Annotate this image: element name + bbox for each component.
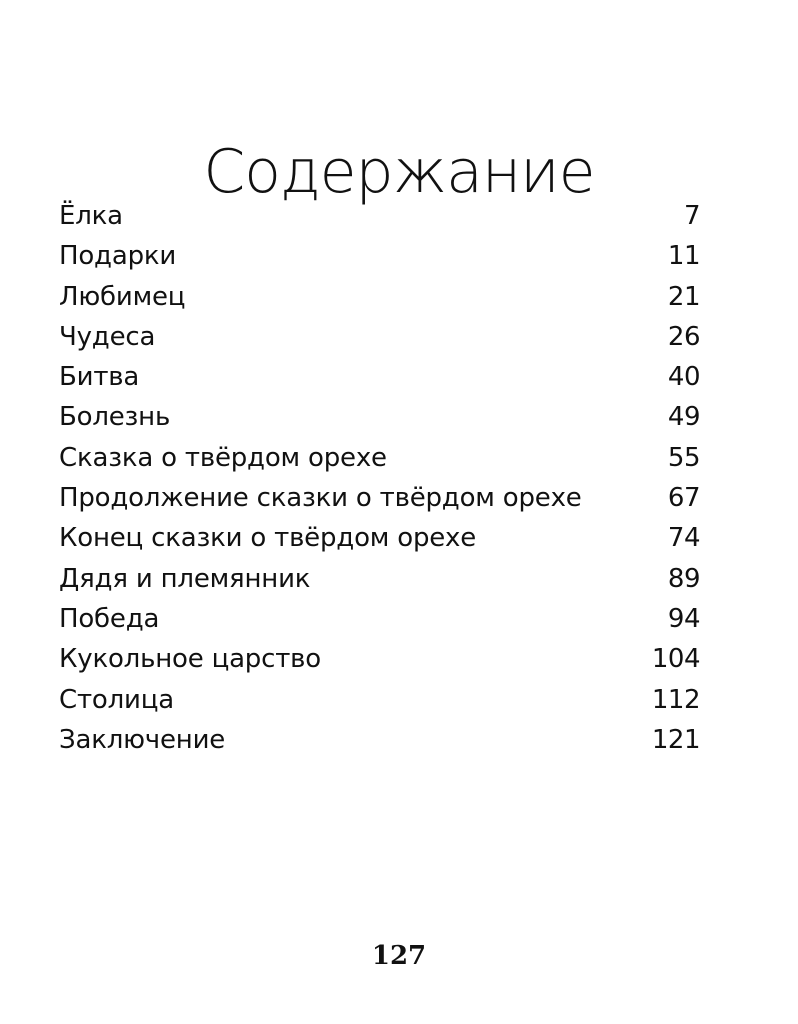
toc-entry-title: Дядя и племянник (59, 563, 311, 594)
toc-entry-page: 11 (667, 241, 700, 272)
toc-entry-page: 40 (667, 362, 700, 393)
toc-entry-page: 89 (667, 563, 700, 594)
toc-entry[interactable] (59, 478, 700, 518)
page-number: 127 (371, 941, 427, 971)
toc-entry-page: 104 (651, 644, 700, 675)
toc-entry[interactable] (59, 639, 700, 679)
toc-entry[interactable] (59, 438, 700, 478)
toc-entry-title: Битва (59, 362, 140, 393)
toc-entry[interactable] (59, 599, 700, 639)
toc-entry-page: 21 (667, 281, 700, 312)
toc-entry[interactable] (59, 277, 700, 317)
toc-entry[interactable] (59, 680, 700, 720)
toc-entry-title: Болезнь (59, 402, 171, 433)
toc-entry-title: Подарки (59, 241, 177, 272)
toc-entry-title: Любимец (59, 281, 186, 312)
toc-entry-page: 49 (667, 402, 700, 433)
toc-entry-page: 67 (667, 483, 700, 514)
toc-entry[interactable] (59, 720, 700, 760)
toc-entry-title: Заключение (59, 724, 226, 755)
toc-entry-page: 55 (667, 442, 700, 473)
toc-entry-title: Продолжение сказки о твёрдом орехе (59, 483, 582, 514)
toc-entry-page: 7 (683, 201, 700, 231)
toc-entry-title: Конец сказки о твёрдом орехе (59, 523, 477, 554)
toc-entry[interactable] (59, 518, 700, 558)
toc-entry-title: Столица (59, 684, 174, 715)
toc-entry[interactable] (59, 559, 700, 599)
toc-entry-title: Чудеса (59, 321, 156, 352)
toc-entry-title: Кукольное царство (59, 644, 321, 675)
toc-entry-page: 94 (667, 603, 700, 634)
toc-entry-title: Победа (59, 603, 160, 634)
toc-entry-title: Ёлка (59, 201, 123, 231)
toc-entry[interactable] (59, 236, 700, 276)
table-of-contents (59, 196, 700, 760)
toc-entry-page: 74 (667, 523, 700, 554)
toc-entry-page: 121 (651, 724, 700, 755)
toc-entry[interactable] (59, 397, 700, 437)
toc-entry-title: Сказка о твёрдом орехе (59, 442, 387, 473)
page-title: Содержание (203, 137, 595, 208)
toc-entry[interactable] (59, 357, 700, 397)
toc-entry[interactable] (59, 317, 700, 357)
toc-entry-page: 26 (667, 321, 700, 352)
toc-entry[interactable] (59, 196, 700, 236)
toc-entry-page: 112 (651, 684, 700, 715)
